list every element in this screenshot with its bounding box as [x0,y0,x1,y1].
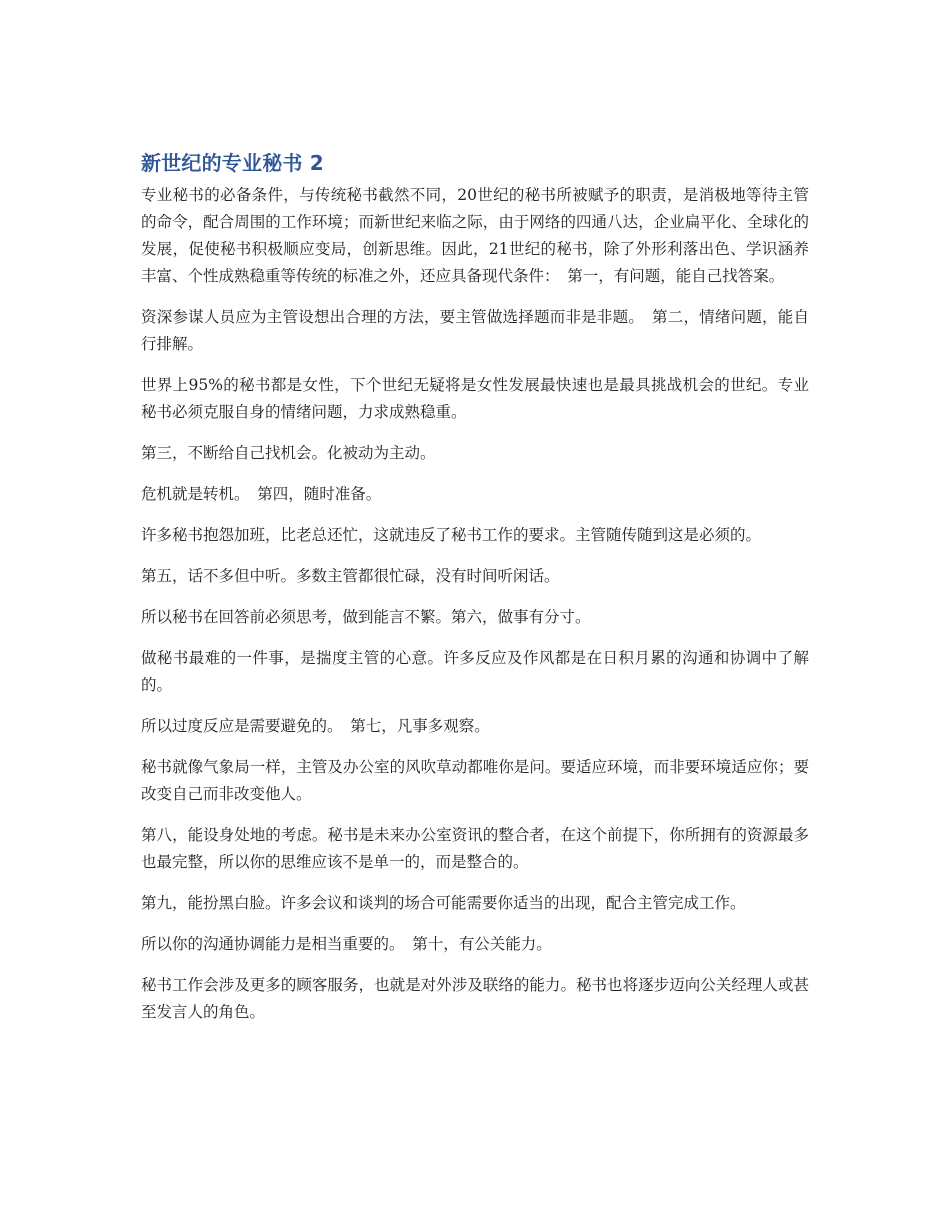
paragraph-15: 秘书工作会涉及更多的顾客服务，也就是对外涉及联络的能力。秘书也将逐步迈向公关经理人或甚至发言人的角色。 [141,976,809,1021]
paragraph-13: 第九，能扮黑白脸。许多会议和谈判的场合可能需要你适当的出现，配合主管完成工作。 [141,894,746,912]
paragraph-8: 所以秘书在回答前必须思考，做到能言不繁。第六，做事有分寸。 [141,608,591,626]
paragraph-12: 第八，能设身处地的考虑。秘书是未来办公室资讯的整合者，在这个前提下，你所拥有的资源最多也最完整，所以你的思维应该不是单一的，而是整合的。 [141,826,809,871]
document-body [141,148,809,1040]
paragraph-6: 许多秘书抱怨加班，比老总还忙，这就违反了秘书工作的要求。主管随传随到这是必须的。 [141,526,762,544]
paragraph-4: 第三，不断给自己找机会。化被动为主动。 [141,444,436,462]
paragraph-10: 所以过度反应是需要避免的。 第七，凡事多观察。 [141,717,490,735]
paragraph-2: 资深参谋人员应为主管设想出合理的方法，要主管做选择题而非是非题。 第二，情绪问题，能自行排解。 [141,308,809,353]
paragraph-1: 专业秘书的必备条件，与传统秘书截然不同，20世纪的秘书所被赋予的职责，是消极地等待主管的命令，配合周围的工作环境；而新世纪来临之际，由于网络的四通八达，企业扁平化、全球化的发展，促使秘书积极顺应变局，创新思维。因此，21世纪的秘书，除了外形利落出色、学识涵养丰富、个性成熟稳重等传统的标准之外，还应具备现代条件： 第一，有问题，能自己找答案。 [141,186,809,285]
paragraph-9: 做秘书最难的一件事，是揣度主管的心意。许多反应及作风都是在日积月累的沟通和协调中了解的。 [141,649,809,694]
document-title: 新世纪的专业秘书 2 [141,151,324,175]
paragraph-7: 第五，话不多但中听。多数主管都很忙碌，没有时间听闲话。 [141,567,560,585]
paragraph-14: 所以你的沟通协调能力是相当重要的。 第十，有公关能力。 [141,935,552,953]
paragraph-11: 秘书就像气象局一样，主管及办公室的风吹草动都唯你是问。要适应环境，而非要环境适应你；要改变自己而非改变他人。 [141,758,809,803]
paragraph-3: 世界上95%的秘书都是女性，下个世纪无疑将是女性发展最快速也是最具挑战机会的世纪。专业秘书必须克服自身的情绪问题，力求成熟稳重。 [141,376,809,421]
paragraph-5: 危机就是转机。 第四，随时准备。 [141,485,382,503]
